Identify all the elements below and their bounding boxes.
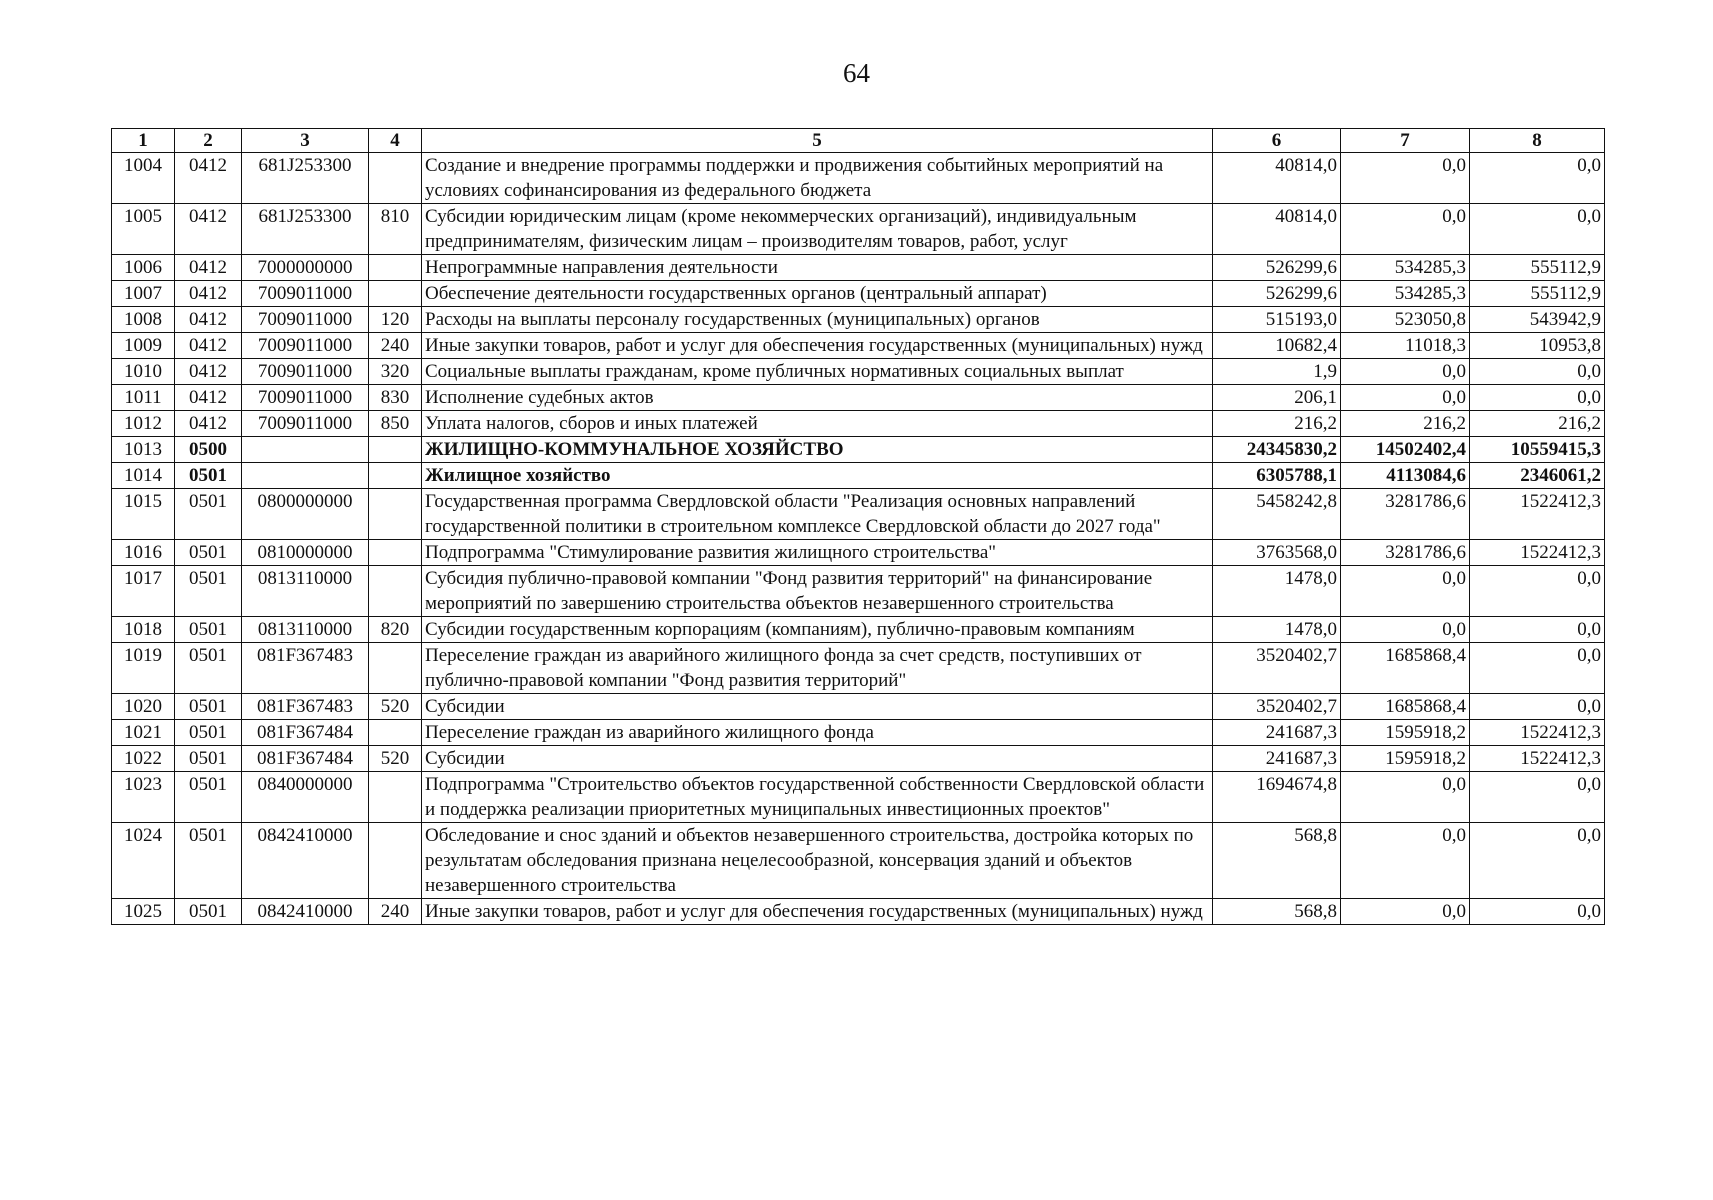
item-name: Субсидии: [422, 694, 1213, 720]
value-col-7: 3281786,6: [1341, 540, 1470, 566]
row-number: 1012: [112, 411, 175, 437]
table-row: [112, 746, 1605, 772]
table-row: [112, 385, 1605, 411]
value-col-7: 1595918,2: [1341, 720, 1470, 746]
section-code: 0501: [175, 643, 242, 694]
value-col-7: 0,0: [1341, 823, 1470, 899]
table-row: [112, 823, 1605, 899]
table-row: [112, 720, 1605, 746]
value-col-6: 40814,0: [1213, 153, 1341, 204]
section-code: 0501: [175, 720, 242, 746]
value-col-8: 10953,8: [1470, 333, 1605, 359]
target-article-code: 7009011000: [242, 359, 369, 385]
item-name: Иные закупки товаров, работ и услуг для обеспечения государственных (муниципальных) нужд: [422, 333, 1213, 359]
target-article-code: 681J253300: [242, 204, 369, 255]
value-col-6: 3763568,0: [1213, 540, 1341, 566]
section-code: 0500: [175, 437, 242, 463]
target-article-code: 081F367483: [242, 694, 369, 720]
header-col-3: 3: [242, 129, 369, 153]
item-name: Расходы на выплаты персоналу государственных (муниципальных) органов: [422, 307, 1213, 333]
target-article-code: 081F367484: [242, 746, 369, 772]
value-col-7: 523050,8: [1341, 307, 1470, 333]
table-row: [112, 566, 1605, 617]
item-name: Государственная программа Свердловской области "Реализация основных направлений государственной политики в строительном комплексе Свердловской области до 2027 года": [422, 489, 1213, 540]
value-col-6: 206,1: [1213, 385, 1341, 411]
section-code: 0412: [175, 385, 242, 411]
table-header: [112, 129, 1605, 153]
value-col-7: 3281786,6: [1341, 489, 1470, 540]
target-article-code: 0813110000: [242, 566, 369, 617]
value-col-8: 0,0: [1470, 617, 1605, 643]
value-col-7: 0,0: [1341, 359, 1470, 385]
expense-kind-code: [369, 720, 422, 746]
section-code: 0412: [175, 333, 242, 359]
value-col-8: 1522412,3: [1470, 720, 1605, 746]
table-row: [112, 617, 1605, 643]
expense-kind-code: 820: [369, 617, 422, 643]
row-number: 1013: [112, 437, 175, 463]
expense-kind-code: [369, 437, 422, 463]
item-name: Жилищное хозяйство: [422, 463, 1213, 489]
target-article-code: 0842410000: [242, 899, 369, 925]
value-col-7: 1685868,4: [1341, 694, 1470, 720]
value-col-8: 0,0: [1470, 566, 1605, 617]
value-col-8: 10559415,3: [1470, 437, 1605, 463]
section-code: 0501: [175, 823, 242, 899]
section-code: 0412: [175, 204, 242, 255]
value-col-6: 5458242,8: [1213, 489, 1341, 540]
value-col-8: 0,0: [1470, 823, 1605, 899]
value-col-8: 1522412,3: [1470, 540, 1605, 566]
row-number: 1011: [112, 385, 175, 411]
section-code: 0501: [175, 899, 242, 925]
header-col-2: 2: [175, 129, 242, 153]
table-row: [112, 255, 1605, 281]
value-col-6: 568,8: [1213, 823, 1341, 899]
section-code: 0412: [175, 411, 242, 437]
expense-kind-code: [369, 643, 422, 694]
value-col-6: 1478,0: [1213, 566, 1341, 617]
section-code: 0501: [175, 772, 242, 823]
target-article-code: 7009011000: [242, 281, 369, 307]
row-number: 1024: [112, 823, 175, 899]
section-code: 0412: [175, 281, 242, 307]
row-number: 1018: [112, 617, 175, 643]
value-col-6: 24345830,2: [1213, 437, 1341, 463]
target-article-code: 7009011000: [242, 411, 369, 437]
row-number: 1019: [112, 643, 175, 694]
expense-kind-code: 810: [369, 204, 422, 255]
target-article-code: 7009011000: [242, 333, 369, 359]
value-col-8: 0,0: [1470, 643, 1605, 694]
value-col-7: 216,2: [1341, 411, 1470, 437]
table-row: [112, 333, 1605, 359]
value-col-6: 568,8: [1213, 899, 1341, 925]
value-col-7: 534285,3: [1341, 281, 1470, 307]
header-col-4: 4: [369, 129, 422, 153]
value-col-8: 0,0: [1470, 359, 1605, 385]
expense-kind-code: 520: [369, 694, 422, 720]
item-name: Уплата налогов, сборов и иных платежей: [422, 411, 1213, 437]
value-col-8: 2346061,2: [1470, 463, 1605, 489]
value-col-6: 3520402,7: [1213, 643, 1341, 694]
value-col-7: 0,0: [1341, 153, 1470, 204]
item-name: Подпрограмма "Строительство объектов государственной собственности Свердловской области и поддержка реализации приоритетных муниципальных инвестиционных проектов": [422, 772, 1213, 823]
value-col-6: 526299,6: [1213, 255, 1341, 281]
item-name: Переселение граждан из аварийного жилищного фонда за счет средств, поступивших от публично-правовой компании "Фонд развития территорий": [422, 643, 1213, 694]
item-name: Исполнение судебных актов: [422, 385, 1213, 411]
header-row: [112, 129, 1605, 153]
item-name: Социальные выплаты гражданам, кроме публичных нормативных социальных выплат: [422, 359, 1213, 385]
value-col-8: 1522412,3: [1470, 746, 1605, 772]
table-row: [112, 359, 1605, 385]
expense-kind-code: 120: [369, 307, 422, 333]
value-col-6: 241687,3: [1213, 720, 1341, 746]
table-row: [112, 899, 1605, 925]
value-col-6: 3520402,7: [1213, 694, 1341, 720]
expense-kind-code: [369, 772, 422, 823]
row-number: 1005: [112, 204, 175, 255]
table-row: [112, 411, 1605, 437]
target-article-code: 0810000000: [242, 540, 369, 566]
table-row: [112, 694, 1605, 720]
item-name: Субсидии государственным корпорациям (компаниям), публично-правовым компаниям: [422, 617, 1213, 643]
value-col-6: 10682,4: [1213, 333, 1341, 359]
value-col-8: 0,0: [1470, 772, 1605, 823]
value-col-8: 1522412,3: [1470, 489, 1605, 540]
value-col-8: 0,0: [1470, 385, 1605, 411]
value-col-6: 6305788,1: [1213, 463, 1341, 489]
table-row: [112, 281, 1605, 307]
expense-kind-code: 850: [369, 411, 422, 437]
item-name: Создание и внедрение программы поддержки и продвижения событийных мероприятий на условиях софинансирования из федерального бюджета: [422, 153, 1213, 204]
table-row: [112, 307, 1605, 333]
item-name: Иные закупки товаров, работ и услуг для обеспечения государственных (муниципальных) нужд: [422, 899, 1213, 925]
target-article-code: [242, 463, 369, 489]
target-article-code: 081F367483: [242, 643, 369, 694]
table-row: [112, 204, 1605, 255]
header-col-5: 5: [422, 129, 1213, 153]
row-number: 1007: [112, 281, 175, 307]
value-col-6: 515193,0: [1213, 307, 1341, 333]
expense-kind-code: [369, 281, 422, 307]
target-article-code: 7009011000: [242, 307, 369, 333]
expense-kind-code: [369, 540, 422, 566]
row-number: 1016: [112, 540, 175, 566]
row-number: 1022: [112, 746, 175, 772]
value-col-8: 216,2: [1470, 411, 1605, 437]
row-number: 1020: [112, 694, 175, 720]
value-col-7: 0,0: [1341, 772, 1470, 823]
table-body: [112, 153, 1605, 925]
expense-kind-code: 830: [369, 385, 422, 411]
value-col-6: 1,9: [1213, 359, 1341, 385]
header-col-8: 8: [1470, 129, 1605, 153]
expense-kind-code: 320: [369, 359, 422, 385]
value-col-7: 534285,3: [1341, 255, 1470, 281]
value-col-6: 1694674,8: [1213, 772, 1341, 823]
section-code: 0501: [175, 617, 242, 643]
row-number: 1004: [112, 153, 175, 204]
table-row: [112, 489, 1605, 540]
value-col-7: 4113084,6: [1341, 463, 1470, 489]
target-article-code: 0813110000: [242, 617, 369, 643]
target-article-code: 7000000000: [242, 255, 369, 281]
target-article-code: 0800000000: [242, 489, 369, 540]
expense-kind-code: 240: [369, 899, 422, 925]
item-name: ЖИЛИЩНО-КОММУНАЛЬНОЕ ХОЗЯЙСТВО: [422, 437, 1213, 463]
expense-kind-code: [369, 566, 422, 617]
row-number: 1010: [112, 359, 175, 385]
expense-kind-code: 520: [369, 746, 422, 772]
item-name: Непрограммные направления деятельности: [422, 255, 1213, 281]
value-col-7: 0,0: [1341, 385, 1470, 411]
row-number: 1009: [112, 333, 175, 359]
item-name: Обследование и снос зданий и объектов незавершенного строительства, достройка которых по результатам обследования признана нецелесообразной, консервация зданий и объектов незавершенного строительства: [422, 823, 1213, 899]
expense-kind-code: [369, 255, 422, 281]
value-col-7: 14502402,4: [1341, 437, 1470, 463]
row-number: 1023: [112, 772, 175, 823]
value-col-8: 555112,9: [1470, 255, 1605, 281]
section-code: 0412: [175, 255, 242, 281]
item-name: Субсидия публично-правовой компании "Фонд развития территорий" на финансирование мероприятий по завершению строительства объектов незавершенного строительства: [422, 566, 1213, 617]
value-col-6: 526299,6: [1213, 281, 1341, 307]
target-article-code: 0840000000: [242, 772, 369, 823]
header-col-1: 1: [112, 129, 175, 153]
header-col-7: 7: [1341, 129, 1470, 153]
expense-kind-code: [369, 823, 422, 899]
value-col-8: 0,0: [1470, 694, 1605, 720]
row-number: 1025: [112, 899, 175, 925]
value-col-6: 40814,0: [1213, 204, 1341, 255]
expense-kind-code: [369, 489, 422, 540]
value-col-8: 555112,9: [1470, 281, 1605, 307]
row-number: 1006: [112, 255, 175, 281]
table-row: [112, 772, 1605, 823]
value-col-7: 0,0: [1341, 617, 1470, 643]
value-col-7: 0,0: [1341, 204, 1470, 255]
page-number: 64: [843, 58, 870, 88]
row-number: 1017: [112, 566, 175, 617]
section-code: 0501: [175, 489, 242, 540]
value-col-8: 0,0: [1470, 899, 1605, 925]
row-number: 1008: [112, 307, 175, 333]
row-number: 1015: [112, 489, 175, 540]
target-article-code: 681J253300: [242, 153, 369, 204]
section-code: 0501: [175, 694, 242, 720]
item-name: Подпрограмма "Стимулирование развития жилищного строительства": [422, 540, 1213, 566]
section-code: 0501: [175, 566, 242, 617]
section-code: 0412: [175, 307, 242, 333]
table-row: [112, 540, 1605, 566]
target-article-code: 081F367484: [242, 720, 369, 746]
expense-kind-code: [369, 153, 422, 204]
row-number: 1021: [112, 720, 175, 746]
value-col-7: 0,0: [1341, 566, 1470, 617]
value-col-8: 0,0: [1470, 153, 1605, 204]
target-article-code: 7009011000: [242, 385, 369, 411]
item-name: Обеспечение деятельности государственных органов (центральный аппарат): [422, 281, 1213, 307]
value-col-6: 216,2: [1213, 411, 1341, 437]
section-code: 0501: [175, 463, 242, 489]
expense-kind-code: [369, 463, 422, 489]
table-row: [112, 153, 1605, 204]
section-code: 0501: [175, 540, 242, 566]
value-col-6: 241687,3: [1213, 746, 1341, 772]
expense-kind-code: 240: [369, 333, 422, 359]
value-col-7: 11018,3: [1341, 333, 1470, 359]
value-col-7: 1595918,2: [1341, 746, 1470, 772]
target-article-code: 0842410000: [242, 823, 369, 899]
section-code: 0412: [175, 153, 242, 204]
row-number: 1014: [112, 463, 175, 489]
value-col-7: 0,0: [1341, 899, 1470, 925]
section-code: 0501: [175, 746, 242, 772]
value-col-7: 1685868,4: [1341, 643, 1470, 694]
value-col-8: 0,0: [1470, 204, 1605, 255]
header-col-6: 6: [1213, 129, 1341, 153]
item-name: Переселение граждан из аварийного жилищного фонда: [422, 720, 1213, 746]
value-col-8: 543942,9: [1470, 307, 1605, 333]
section-code: 0412: [175, 359, 242, 385]
item-name: Субсидии юридическим лицам (кроме некоммерческих организаций), индивидуальным предпринимателям, физическим лицам – производителям товаров, работ, услуг: [422, 204, 1213, 255]
value-col-6: 1478,0: [1213, 617, 1341, 643]
table-row: [112, 643, 1605, 694]
table-row: [112, 463, 1605, 489]
budget-table: [111, 128, 1605, 925]
table-row: [112, 437, 1605, 463]
item-name: Субсидии: [422, 746, 1213, 772]
target-article-code: [242, 437, 369, 463]
